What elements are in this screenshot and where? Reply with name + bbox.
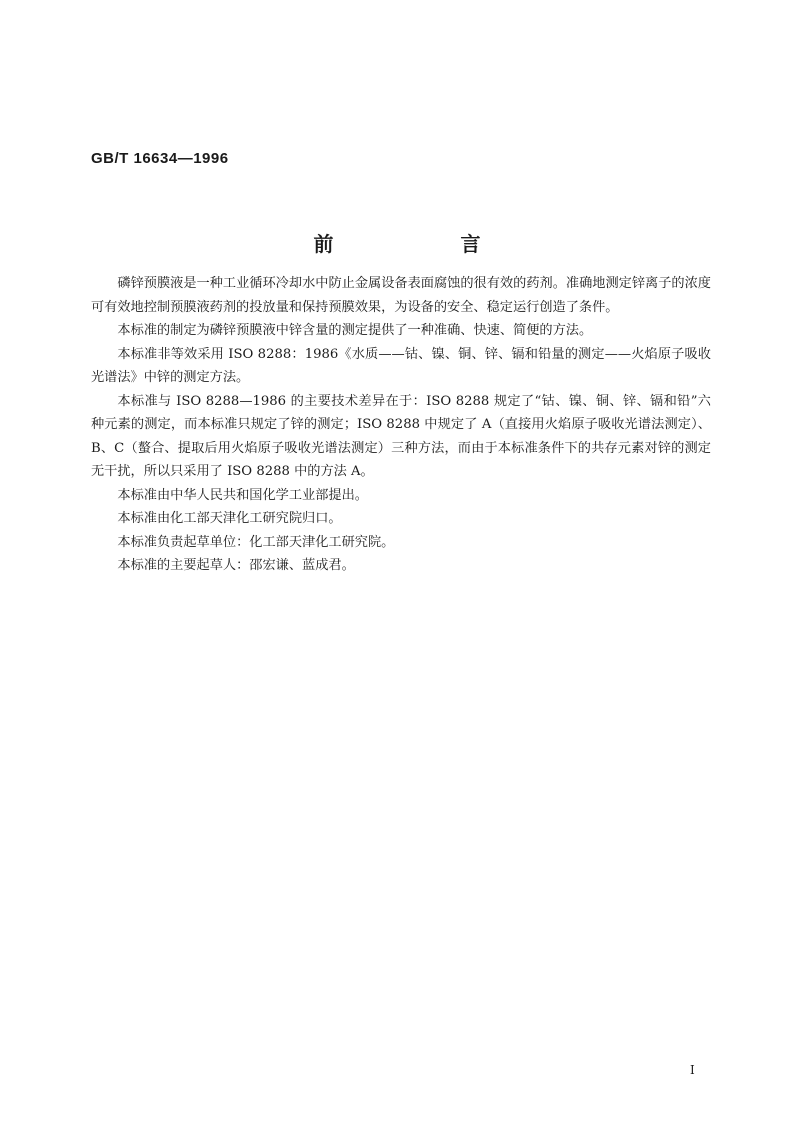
foreword-body: [91, 272, 711, 578]
paragraph: 本标准由中华人民共和国化学工业部提出。: [117, 487, 368, 503]
paragraph: 本标准与 ISO 8288—1986 的主要技术差异在于：ISO 8288 规定了“钴、镍、铜、锌、镉和铅”六种元素的测定，而本标准只规定了锌的测定；ISO 8288 中规定了 A（直接用火焰原子吸收光谱法测定）、B、C（螯合、提取后用火焰原子吸收光谱法测定）三种方法，而由于本标准条件下的共存元素对锌的测定无干扰，所以只采用了 ISO 8288 中的方法 A。: [91, 393, 711, 479]
paragraph: 本标准的主要起草人：邵宏谦、蓝成君。: [117, 558, 355, 573]
standard-number: GB/T 16634—1996: [91, 150, 229, 167]
paragraph: 本标准非等效采用 ISO 8288：1986《水质——钴、镍、铜、锌、镉和铅量的测定——火焰原子吸收光谱法》中锌的测定方法。: [91, 346, 711, 385]
paragraph: 本标准负责起草单位：化工部天津化工研究院。: [117, 534, 395, 550]
paragraph: 本标准的制定为磷锌预膜液中锌含量的测定提供了一种准确、快速、简便的方法。: [117, 323, 593, 338]
paragraph: 本标准由化工部天津化工研究院归口。: [117, 511, 342, 526]
paragraph: 磷锌预膜液是一种工业循环冷却水中防止金属设备表面腐蚀的很有效的药剂。准确地测定锌离子的浓度可有效地控制预膜液药剂的投放量和保持预膜效果，为设备的安全、稳定运行创造了条件。: [91, 276, 711, 315]
page-title: 前 言: [313, 232, 541, 256]
page-number: I: [690, 1063, 695, 1077]
